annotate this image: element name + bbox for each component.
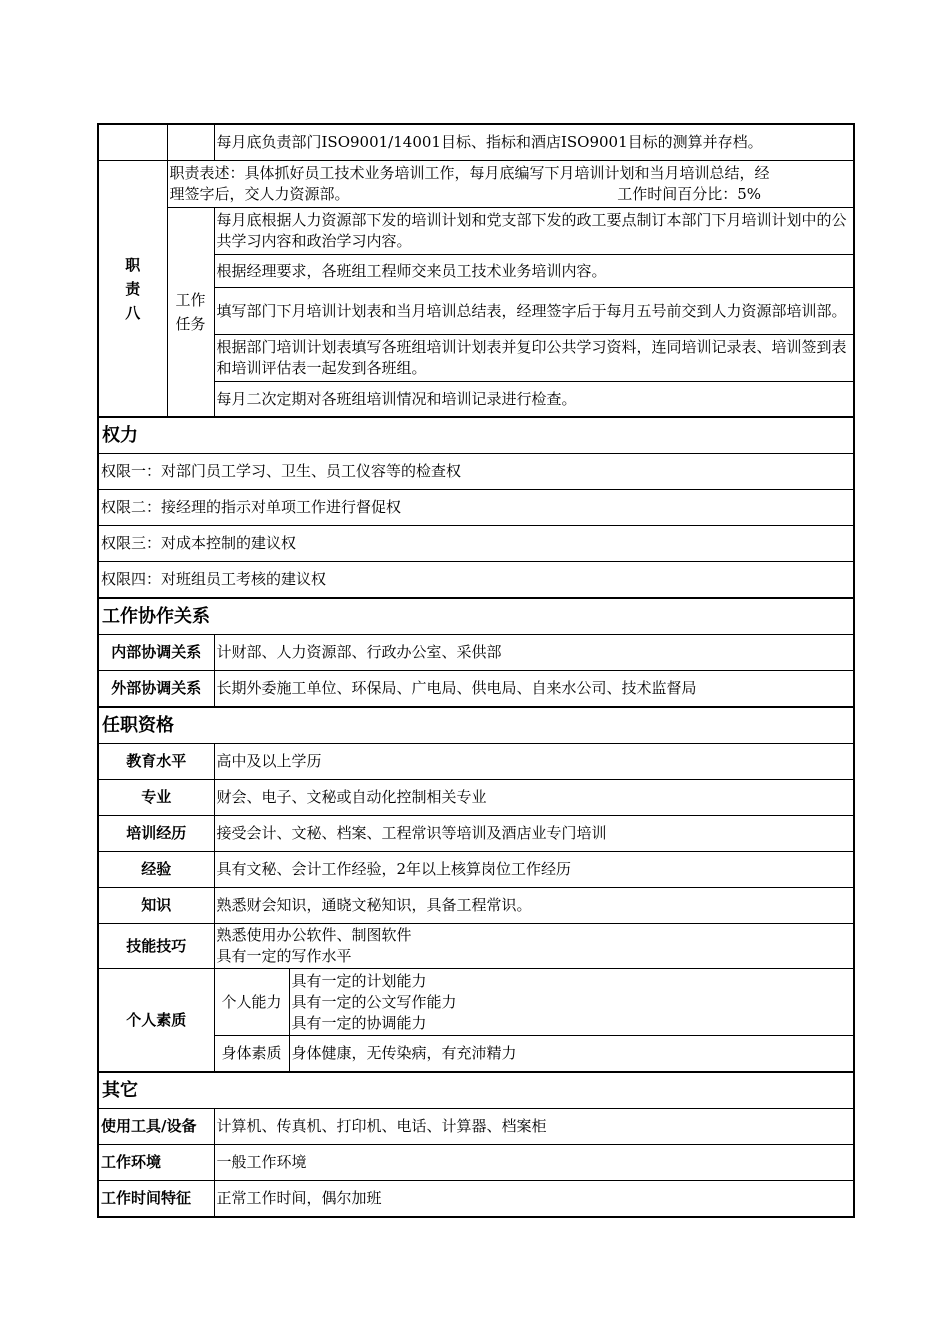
personal-quality-label: 个人素质 bbox=[98, 969, 214, 1073]
duty8-task-label-line: 任务 bbox=[175, 315, 206, 333]
qualification-label: 经验 bbox=[98, 852, 214, 888]
duty8-task: 每月底根据人力资源部下发的培训计划和党支部下发的政工要点制订本部门下月培训计划中的公共学习内容和政治学习内容。 bbox=[214, 208, 854, 255]
duty8-time-percent: 工作时间百分比：5% bbox=[617, 185, 761, 203]
duty8-statement bbox=[167, 161, 854, 208]
qualification-value: 财会、电子、文秘或自动化控制相关专业 bbox=[214, 780, 854, 816]
duty8-task: 填写部门下月培训计划表和当月培训总结表，经理签字后于每月五号前交到人力资源部培训部。 bbox=[214, 288, 854, 335]
other-label: 工作时间特征 bbox=[98, 1181, 214, 1218]
relation-value-external: 长期外委施工单位、环保局、广电局、供电局、自来水公司、技术监督局 bbox=[214, 671, 854, 708]
ability-value bbox=[289, 969, 854, 1036]
other-label: 工作环境 bbox=[98, 1145, 214, 1181]
duty-prev-task: 每月底负责部门ISO9001/14001目标、指标和酒店ISO9001目标的测算并存档。 bbox=[214, 124, 854, 161]
relation-value-internal: 计财部、人力资源部、行政办公室、采供部 bbox=[214, 635, 854, 671]
qualification-value: 接受会计、文秘、档案、工程常识等培训及酒店业专门培训 bbox=[214, 816, 854, 852]
duty8-task: 每月二次定期对各班组培训情况和培训记录进行检查。 bbox=[214, 382, 854, 418]
relations-section-title: 工作协作关系 bbox=[98, 598, 854, 635]
qualification-section-title: 任职资格 bbox=[98, 707, 854, 744]
power-item: 权限三：对成本控制的建议权 bbox=[98, 526, 854, 562]
duty8-label-char: 责 bbox=[125, 279, 141, 298]
qualification-label: 培训经历 bbox=[98, 816, 214, 852]
skills-label: 技能技巧 bbox=[98, 924, 214, 969]
ability-label: 个人能力 bbox=[214, 969, 289, 1036]
skills-line: 熟悉使用办公软件、制图软件 bbox=[216, 926, 412, 944]
qualification-value: 具有文秘、会计工作经验，2年以上核算岗位工作经历 bbox=[214, 852, 854, 888]
duty8-statement-line1: 职责表述：具体抓好员工技术业务培训工作，每月底编写下月培训计划和当月培训总结，经 bbox=[169, 164, 770, 182]
duty8-statement-line2: 理签字后，交人力资源部。 bbox=[169, 185, 350, 203]
physical-label: 身体素质 bbox=[214, 1036, 289, 1073]
duty8-task-label bbox=[167, 208, 214, 418]
qualification-label: 知识 bbox=[98, 888, 214, 924]
other-value: 一般工作环境 bbox=[214, 1145, 854, 1181]
power-item: 权限二：接经理的指示对单项工作进行督促权 bbox=[98, 490, 854, 526]
duty8-task: 根据经理要求，各班组工程师交来员工技术业务培训内容。 bbox=[214, 255, 854, 288]
job-description-table bbox=[97, 123, 853, 1218]
physical-value: 身体健康，无传染病，有充沛精力 bbox=[289, 1036, 854, 1073]
other-value: 正常工作时间，偶尔加班 bbox=[214, 1181, 854, 1218]
qualification-value: 熟悉财会知识，通晓文秘知识，具备工程常识。 bbox=[214, 888, 854, 924]
duty8-label bbox=[98, 161, 167, 418]
skills-line: 具有一定的写作水平 bbox=[216, 947, 352, 965]
other-label: 使用工具/设备 bbox=[98, 1109, 214, 1145]
relation-label-external: 外部协调关系 bbox=[98, 671, 214, 708]
power-item: 权限四：对班组员工考核的建议权 bbox=[98, 562, 854, 599]
other-section-title: 其它 bbox=[98, 1072, 854, 1109]
ability-line: 具有一定的协调能力 bbox=[291, 1013, 427, 1032]
duty8-label-char: 八 bbox=[125, 303, 141, 322]
power-item: 权限一：对部门员工学习、卫生、员工仪容等的检查权 bbox=[98, 454, 854, 490]
relation-label-internal: 内部协调关系 bbox=[98, 635, 214, 671]
other-value: 计算机、传真机、打印机、电话、计算器、档案柜 bbox=[214, 1109, 854, 1145]
duty8-task-label-line: 工作 bbox=[175, 291, 206, 309]
duty-prev-task-label-cell bbox=[167, 124, 214, 161]
duty8-label-char: 职 bbox=[125, 255, 141, 274]
qualification-value: 高中及以上学历 bbox=[214, 744, 854, 780]
ability-line: 具有一定的计划能力 bbox=[291, 971, 427, 990]
duty-prev-label-cell bbox=[98, 124, 167, 161]
skills-value bbox=[214, 924, 854, 969]
ability-line: 具有一定的公文写作能力 bbox=[291, 992, 457, 1011]
qualification-label: 教育水平 bbox=[98, 744, 214, 780]
duty8-task: 根据部门培训计划表填写各班组培训计划表并复印公共学习资料，连同培训记录表、培训签到表和培训评估表一起发到各班组。 bbox=[214, 335, 854, 382]
qualification-label: 专业 bbox=[98, 780, 214, 816]
power-section-title: 权力 bbox=[98, 417, 854, 454]
